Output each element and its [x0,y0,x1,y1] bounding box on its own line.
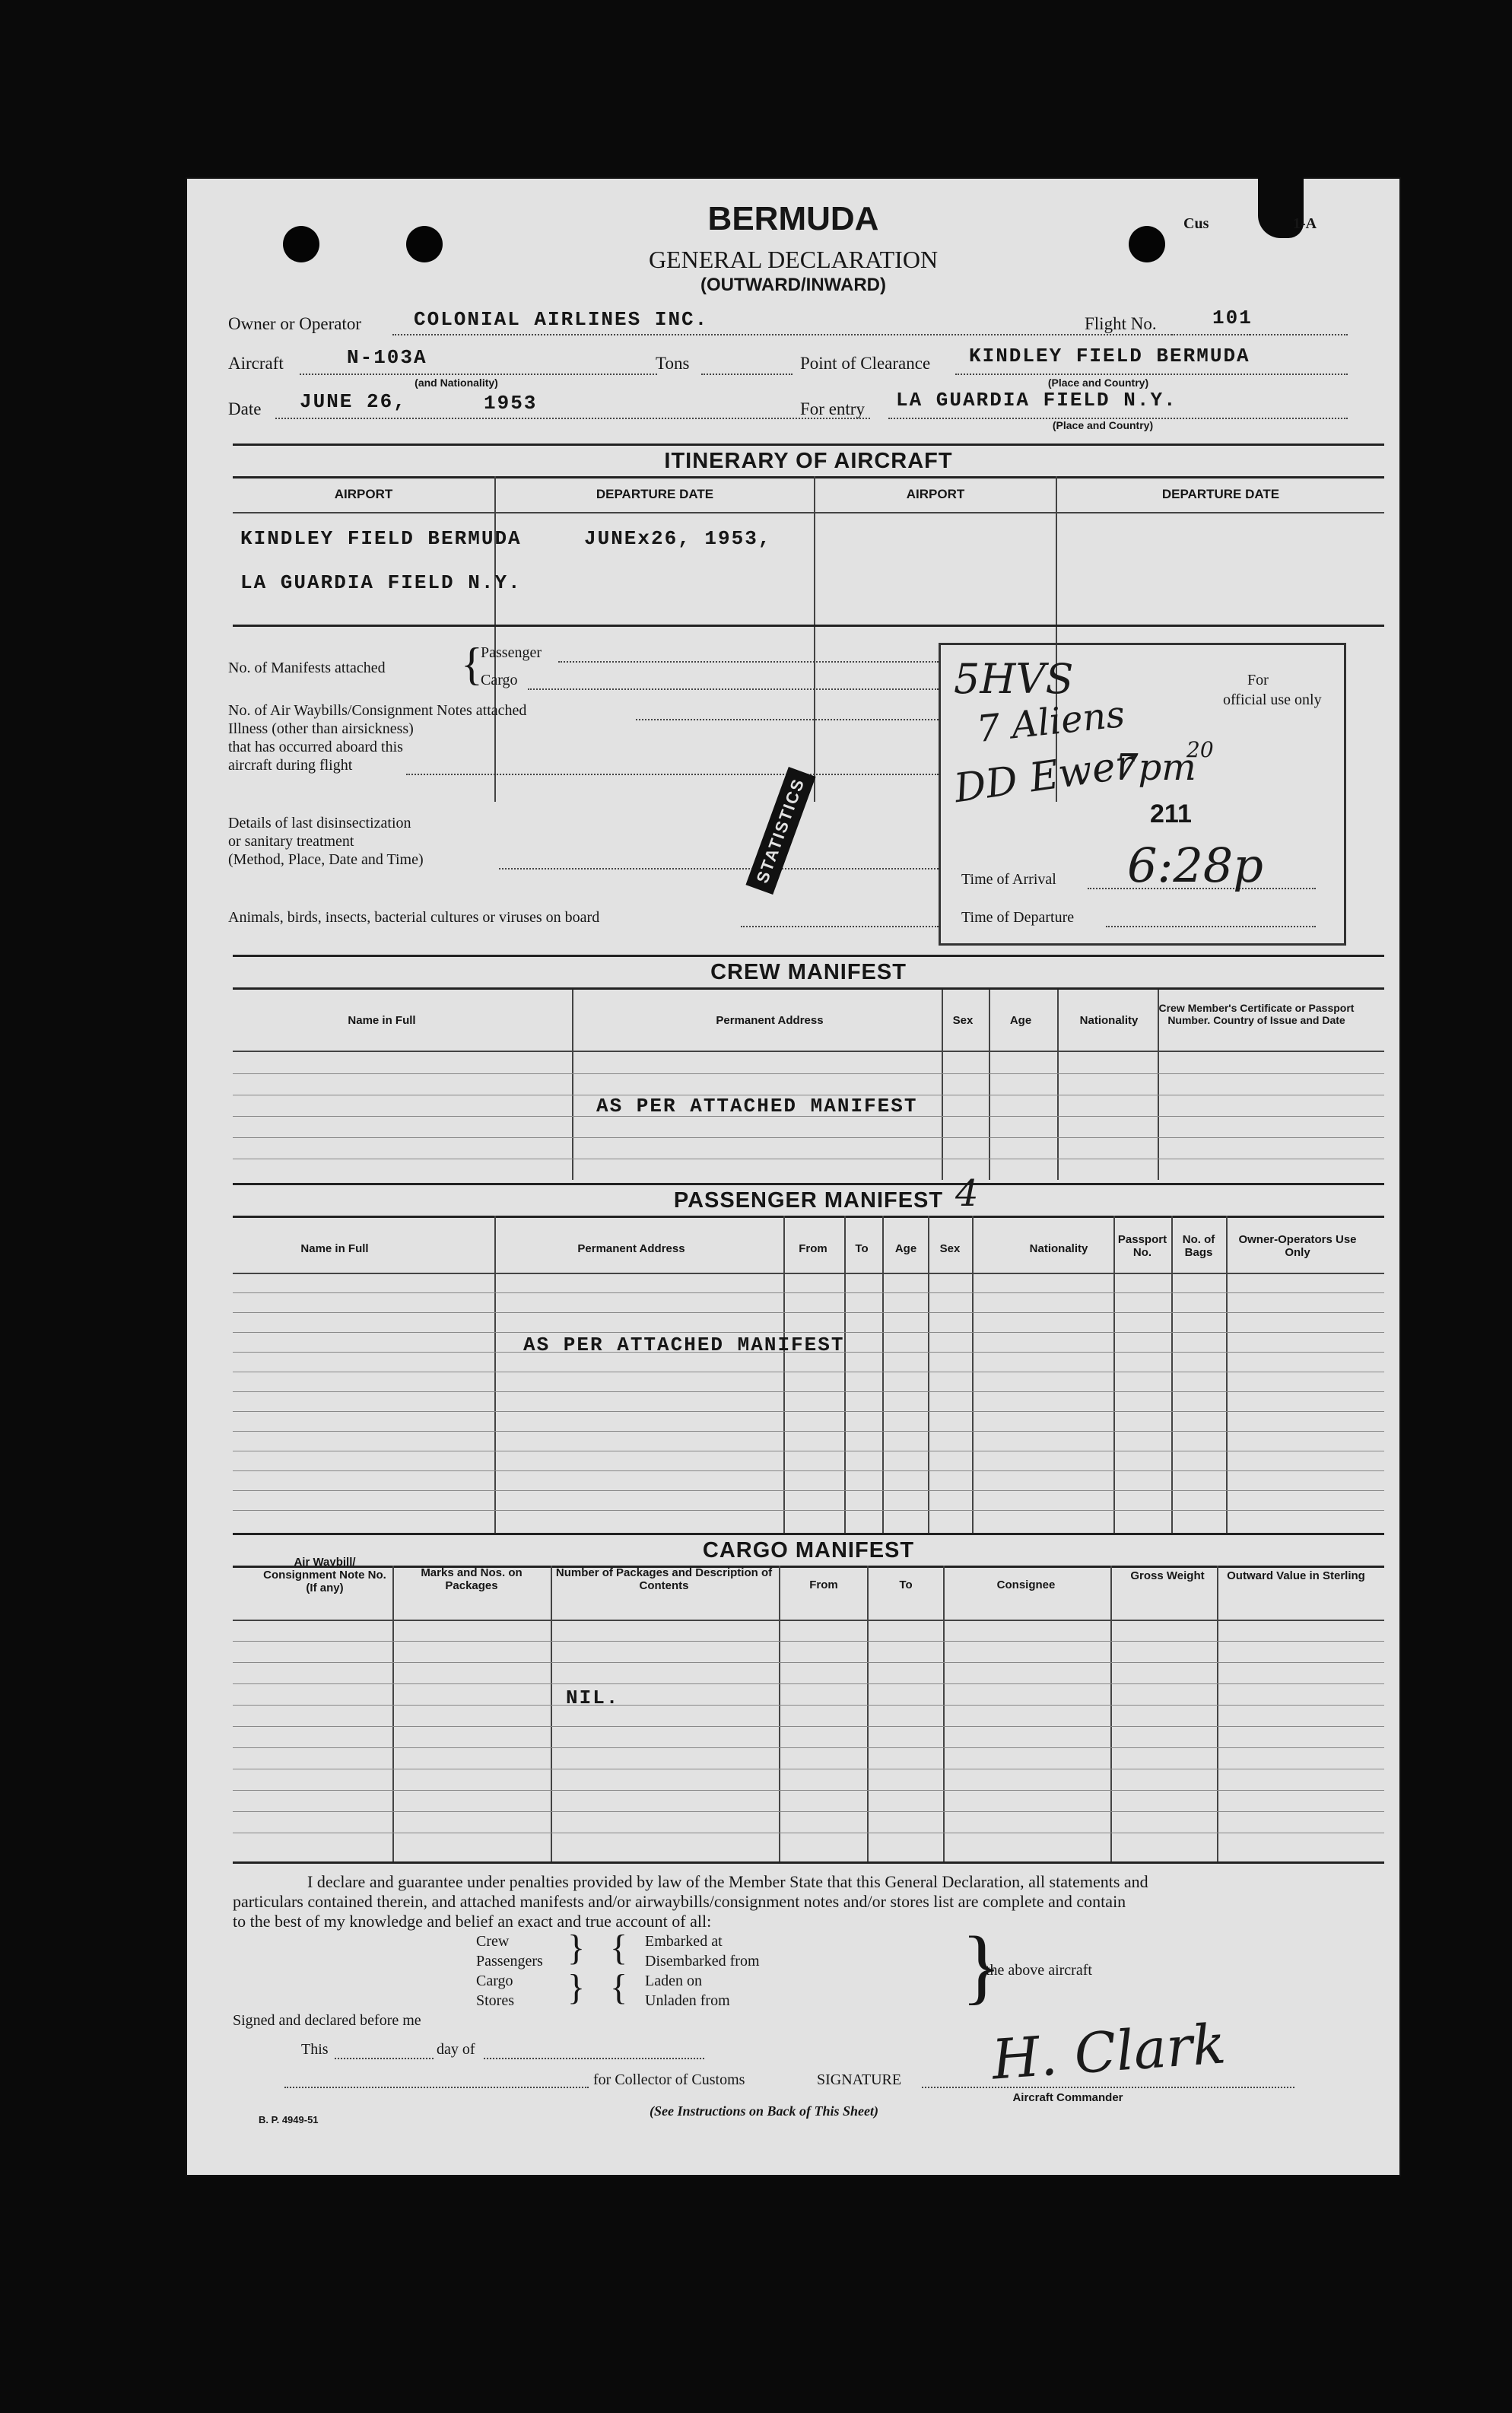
passenger-divider [928,1216,929,1534]
passenger-col-to: To [855,1242,869,1255]
passenger-divider [972,1216,974,1534]
manifests-label: No. of Manifests attached [228,660,386,676]
passenger-row-rule [233,1312,1384,1313]
itinerary-col-departure-date-2: DEPARTURE DATE [1161,487,1280,501]
form-subtitle-direction: (OUTWARD/INWARD) [700,275,886,295]
entry-label: For entry [800,399,865,418]
passenger-divider [1171,1216,1173,1534]
passenger-row-rule [233,1490,1384,1491]
passenger-hand-count: 4 [955,1172,979,1215]
waybills-line [636,719,939,720]
crew-divider [572,990,573,1180]
signature-line [922,2087,1294,2088]
passenger-row-rule [233,1431,1384,1432]
passenger-col-owner: Owner-Operators Use Only [1238,1233,1357,1259]
declaration-passengers: Passengers [476,1953,543,1970]
manifests-passenger: Passenger [481,644,542,661]
passenger-row-rule [233,1332,1384,1333]
passenger-divider [882,1216,884,1534]
itinerary-col-airport: AIRPORT [334,487,393,501]
cargo-divider [1217,1566,1218,1862]
crew-col-name: Name in Full [348,1014,416,1027]
form-title: BERMUDA [707,200,879,237]
crew-divider [1158,990,1159,1180]
passenger-col-bags: No. of Bags [1182,1233,1215,1259]
manifests-brace: { [461,639,483,689]
crew-divider [989,990,990,1180]
illness-label-1: Illness (other than airsickness) [228,720,414,737]
illness-label-2: that has occurred aboard this [228,739,403,755]
day-of-line [484,2058,704,2059]
place-note-entry: (Place and Country) [1052,419,1154,431]
crew-divider [942,990,943,1180]
animals-label: Animals, birds, insects, bacterial cultures or viruses on board [228,909,600,926]
flight-label: Flight No. [1085,314,1157,333]
cargo-col-to: To [899,1578,913,1591]
date-value: JUNE 26, [300,390,407,413]
brace-left: { { [610,1928,628,2008]
cargo-row-rule [233,1683,1384,1684]
official-hand-3: DD Ewer [951,741,1138,812]
declaration-unladen: Unladen from [645,1992,730,2009]
illness-line [406,774,939,775]
itinerary-date-1: JUNEx26, 1953, [584,527,772,550]
itinerary-title: ITINERARY OF AIRCRAFT [233,443,1384,478]
declaration-form [186,177,1401,2176]
passenger-title: PASSENGER MANIFEST [233,1183,1384,1218]
official-hand-2: 7 Aliens [974,692,1127,752]
owner-label: Owner or Operator [228,314,361,333]
passenger-col-from: From [799,1242,827,1255]
collector-label: for Collector of Customs [593,2071,745,2088]
crew-row-rule [233,1137,1384,1138]
passenger-col-address: Permanent Address [577,1242,685,1255]
cargo-row-rule [233,1662,1384,1663]
arrival-label: Time of Arrival [961,871,1056,888]
clearance-value: KINDLEY FIELD BERMUDA [969,345,1250,367]
passenger-row-rule [233,1470,1384,1471]
aircraft-line [300,374,657,375]
cargo-row-rule [233,1726,1384,1727]
place-note: (Place and Country) [1047,377,1149,389]
crew-col-age: Age [1009,1014,1032,1027]
departure-line [1106,926,1316,927]
official-label-2: official use only [1223,691,1322,708]
commander-label: Aircraft Commander [1012,2091,1123,2104]
cargo-row-rule [233,1811,1384,1812]
flight-value: 101 [1212,307,1253,329]
passenger-divider [1113,1216,1115,1534]
cargo-col-marks: Marks and Nos. on Packages [421,1566,523,1592]
crew-divider [1057,990,1059,1180]
cargo-row-rule [233,1747,1384,1748]
passenger-divider [1226,1216,1228,1534]
itinerary-divider [814,476,815,802]
passenger-col-name: Name in Full [300,1242,369,1255]
cargo-col-waybill: Air Waybill/ Consignment Note No. (If any) [263,1556,386,1594]
itinerary-col-airport-2: AIRPORT [906,487,965,501]
cargo-header-rule [233,1620,1384,1621]
passenger-line [558,661,939,663]
cargo-divider [551,1566,552,1862]
disinsect-label-3: (Method, Place, Date and Time) [228,851,424,868]
itinerary-airport-2: LA GUARDIA FIELD N.Y. [240,571,522,594]
declaration-embarked: Embarked at [645,1933,723,1950]
crew-col-certificate: Crew Member's Certificate or Passport Number. Country of Issue and Date [1158,1002,1355,1026]
itinerary-header-rule [233,512,1384,513]
passenger-row-rule [233,1510,1384,1511]
aircraft-label: Aircraft [228,354,284,373]
declaration-above: the above aircraft [986,1962,1092,1979]
official-hand-4: 7pm [1115,746,1196,789]
date-year: 1953 [484,392,538,415]
declaration-text-1: I declare and guarantee under penalties provided by law of the Member State that this General Declaration, all statements and [307,1872,1148,1891]
passenger-note: AS PER ATTACHED MANIFEST [523,1334,845,1356]
official-hand-5: 20 [1186,737,1214,762]
departure-label: Time of Departure [961,909,1075,926]
passenger-row-rule [233,1391,1384,1392]
itinerary-airport-1: KINDLEY FIELD BERMUDA [240,527,522,550]
declaration-cargo: Cargo [476,1973,513,1989]
declaration-crew: Crew [476,1933,510,1950]
crew-header-rule [233,1051,1384,1052]
nationality-note: (and Nationality) [415,377,498,389]
statistics-stamp: STATISTICS [745,767,815,895]
signature-label: SIGNATURE [817,2071,902,2088]
entry-value: LA GUARDIA FIELD N.Y. [896,389,1177,412]
form-code-suffix: 1-A [1293,215,1317,232]
cargo-line [528,688,939,690]
cargo-col-weight: Gross Weight [1130,1569,1205,1582]
cargo-col-description: Number of Packages and Description of Contents [555,1566,773,1592]
flight-line [1171,334,1348,335]
tons-label: Tons [656,354,690,373]
official-label-1: For [1247,672,1269,688]
passenger-divider [783,1216,785,1534]
disinsect-label-1: Details of last disinsectization [228,815,411,831]
passenger-row-rule [233,1411,1384,1412]
owner-line [392,334,1250,335]
passenger-col-sex: Sex [939,1242,961,1255]
this-label: This [301,2041,329,2058]
form-code: Cus [1183,215,1209,232]
declaration-stores: Stores [476,1992,514,2009]
itinerary-bottom-rule [233,625,1384,627]
disinsect-label-2: or sanitary treatment [228,833,354,850]
aircraft-value: N-103A [347,346,427,369]
day-of-label: day of [437,2041,475,2058]
declaration-laden: Laden on [645,1973,702,1989]
cargo-col-consignee: Consignee [996,1578,1056,1591]
crew-title: CREW MANIFEST [233,955,1384,990]
form-subtitle: GENERAL DECLARATION [648,246,939,273]
crew-col-address: Permanent Address [716,1014,824,1027]
brace-right: } } [567,1928,586,2008]
clearance-line [955,374,1348,375]
disinsect-line [499,868,939,870]
manifests-cargo: Cargo [481,672,518,688]
cargo-col-from: From [809,1578,838,1591]
cargo-note: NIL. [566,1687,620,1709]
itinerary-col-departure-date: DEPARTURE DATE [596,487,714,501]
passenger-col-age: Age [894,1242,917,1255]
date-line [275,418,870,419]
animals-line [741,926,939,927]
date-label: Date [228,399,262,418]
declaration-disembarked: Disembarked from [645,1953,760,1970]
cargo-bottom-rule [233,1861,1384,1864]
passenger-row-rule [233,1292,1384,1293]
cargo-divider [779,1566,780,1862]
cargo-row-rule [233,1705,1384,1706]
arrival-value: 6:28p [1127,838,1263,893]
crew-note: AS PER ATTACHED MANIFEST [596,1095,918,1117]
cargo-row-rule [233,1790,1384,1791]
waybills-label: No. of Air Waybills/Consignment Notes attached [228,702,527,719]
instructions: (See Instructions on Back of This Sheet) [650,2103,879,2119]
crew-row-rule [233,1073,1384,1074]
cargo-divider [1110,1566,1112,1862]
owner-value: COLONIAL AIRLINES INC. [414,308,709,331]
form-number: B. P. 4949-51 [259,2114,319,2125]
cargo-divider [867,1566,869,1862]
declaration-text-3: to the best of my knowledge and belief an exact and true account of all: [233,1912,712,1931]
brace-big: } [961,1919,1002,2012]
passenger-divider [494,1216,496,1534]
official-hand-6: 211 [1150,800,1192,828]
passenger-col-nationality: Nationality [1029,1242,1088,1255]
crew-col-nationality: Nationality [1079,1014,1139,1027]
commander-signature: H. Clark [989,2011,1228,2092]
tons-line [701,374,793,375]
cargo-divider [392,1566,394,1862]
itinerary-divider [494,476,496,802]
official-hand-1: 5HVS [954,655,1074,703]
cargo-title: CARGO MANIFEST [233,1533,1384,1568]
collector-line [284,2087,589,2088]
passenger-divider [844,1216,846,1534]
clearance-label: Point of Clearance [800,354,931,373]
passenger-col-passport: Passport No. [1117,1233,1167,1259]
cargo-row-rule [233,1641,1384,1642]
cargo-col-value: Outward Value in Sterling [1227,1569,1365,1582]
declaration-text-2: particulars contained therein, and attached manifests and/or airwaybills/consignment notes and/or stores list are complete and contain [233,1892,1126,1911]
signed-label: Signed and declared before me [233,2012,421,2029]
this-line [335,2058,434,2059]
crew-col-sex: Sex [952,1014,974,1027]
cargo-divider [943,1566,945,1862]
illness-label-3: aircraft during flight [228,757,353,774]
passenger-header-rule [233,1273,1384,1274]
